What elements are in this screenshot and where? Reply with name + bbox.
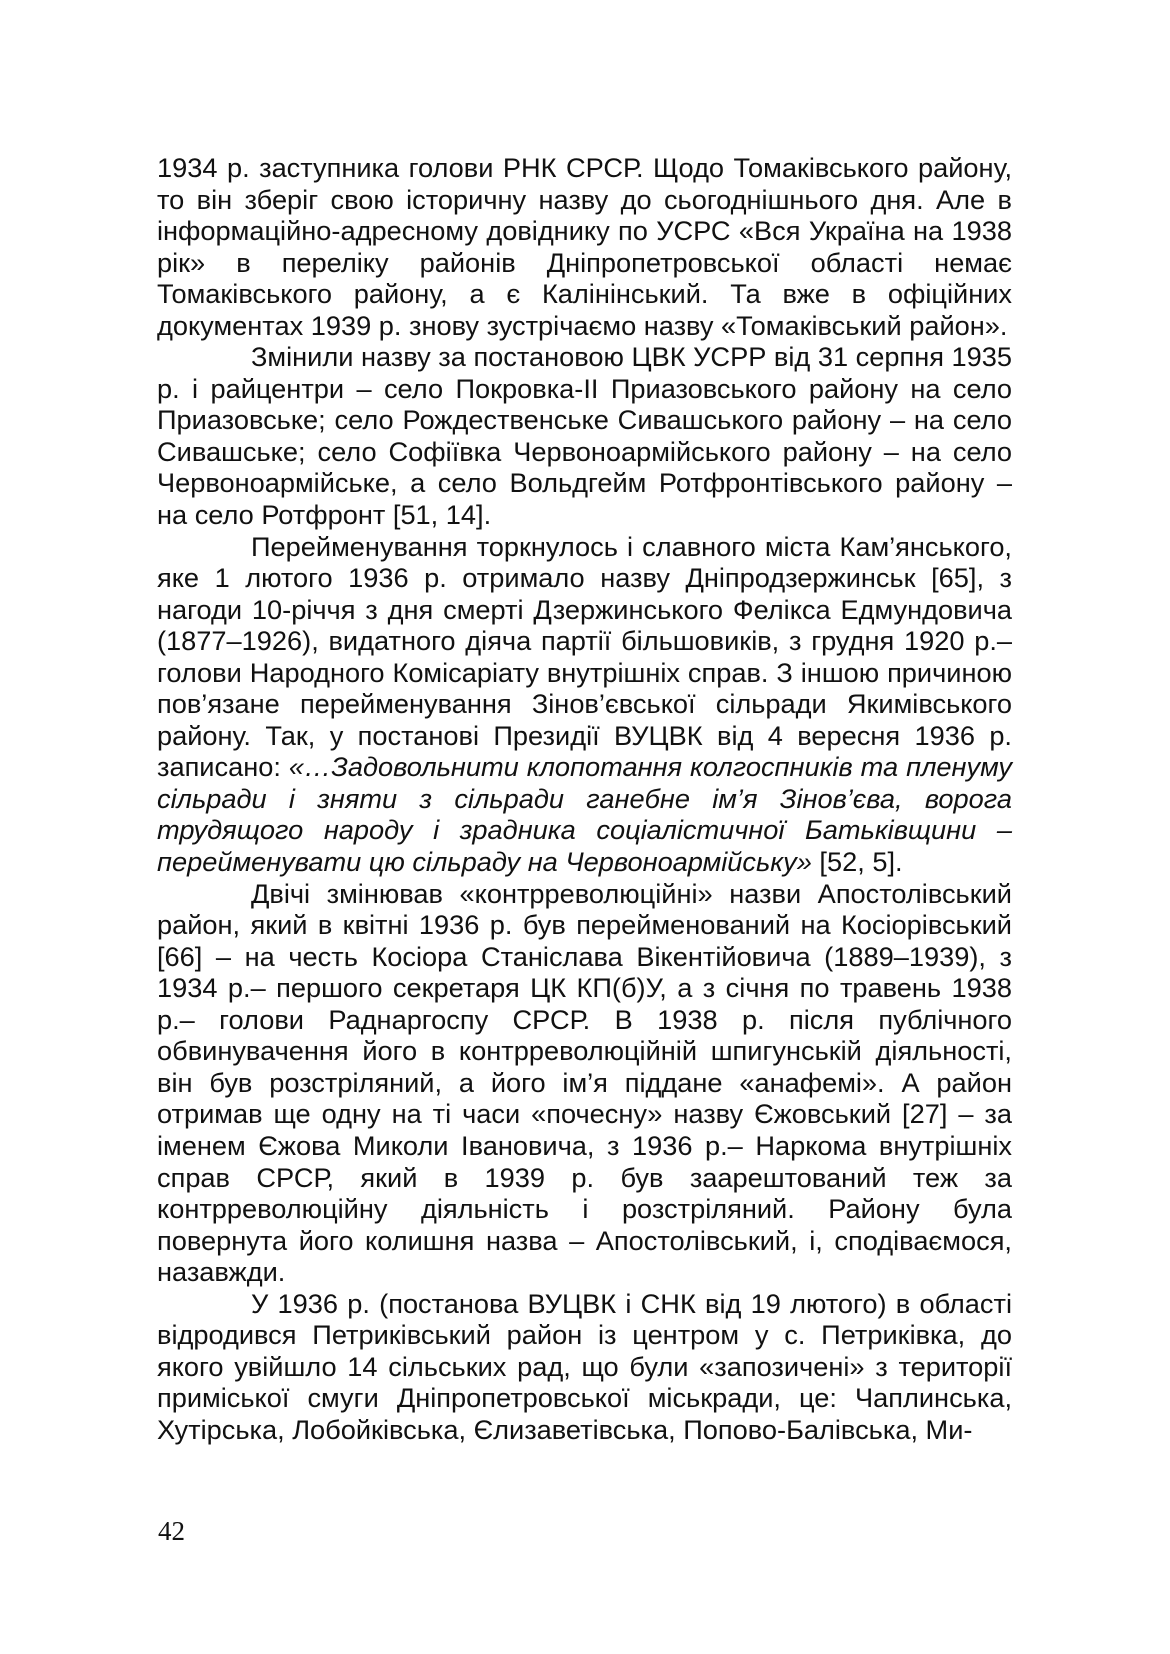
paragraph-text: У 1936 р. (постанова ВУЦВК і СНК від 19 лютого) в області відродився Петриківський район із центром у с. Петриківка, до якого увійшло 14 сільських рад, що були «запозичені» з території приміської смуги Дніпропетровської міськради, це: Чаплинська, Хутірська, Лобойківська, Єлизаветівська, Попово-Балівська, Ми- — [157, 1287, 1012, 1445]
citation-reference: [52, 5]. — [811, 846, 903, 878]
paragraph-text: Змінили назву за постановою ЦВК УСРР від 31 серпня 1935 р. і райцентри – село Покровка-ІІ Приазовського району на село Приазовське; село Рождественське Сивашського району – на село Сивашське; село Софіївка Червоноармійського району – на село Червоноармійське, а село Вольдгейм Ротфронтівського району – на село Ротфронт [51, 14]. — [157, 341, 1012, 531]
body-text — [157, 152, 1012, 1445]
quoted-resolution-text: «…Задовольнити клопотання колгоспників та пленуму сільради і зняти з сільради ганебне ім’я Зінов’єва, ворога трудящого народу і зрадника соціалістичної Батьківщини – перейменувати цю сільраду на Червоноармійську» — [157, 751, 1012, 878]
paragraph-1 — [157, 152, 1012, 341]
paragraph-2 — [157, 341, 1012, 530]
paragraph-text: 1934 р. заступника голови РНК СРСР. Щодо Томаківського району, то він зберіг свою історичну назву до сьогоднішнього дня. Але в інформаційно-адресному довіднику по УСРС «Вся Україна на 1938 рік» в переліку районів Дніпропетровської області немає Томаківського району, а є Калінінський. Та вже в офіційних документах 1939 р. знову зустрічаємо назву «Томаківський район». — [157, 152, 1012, 341]
paragraph-5 — [157, 1288, 1012, 1446]
paragraph-text: Двічі змінював «контрреволюційні» назви Апостолівський район, який в квітні 1936 р. був перейменований на Косіорівський [66] – на честь Косіора Станіслава Вікентійовича (1889–1939), з 1934 р.– першого секретаря ЦК КП(б)У, а з січня по травень 1938 р.– голови Раднаргоспу СРСР. В 1938 р. після публічного обвинувачення його в контрреволюційній шпигунській діяльності, він був розстріляний, а його ім’я піддане «анафемі». А район отримав ще одну на ті часи «почесну» назву Єжовський [27] – за іменем Єжова Миколи Івановича, з 1936 р.– Наркома внутрішніх справ СРСР, який в 1939 р. був заарештований теж за контрреволюційну діяльність і розстріляний. Району була повернута його колишня назва – Апостолівський, і, сподіваємося, назавжди. — [157, 877, 1012, 1288]
paragraph-text: Перейменування торкнулось і славного міста Кам’янського, яке 1 лютого 1936 р. отримало назву Дніпродзержинськ [65], з нагоди 10-річчя з дня смерті Дзержинського Фелікса Едмундовича (1877–1926), видатного діяча партії більшовиків, з грудня 1920 р.– голови Народного Комісаріату внутрішніх справ. З іншою причиною пов’язане перейменування Зінов’євської сільради Якимівського району. Так, у постанові Президії ВУЦВК від 4 вересня 1936 р. записано: — [157, 530, 1012, 783]
paragraph-4 — [157, 878, 1012, 1288]
paragraph-3 — [157, 531, 1012, 878]
page-number: 42 — [158, 1516, 185, 1546]
